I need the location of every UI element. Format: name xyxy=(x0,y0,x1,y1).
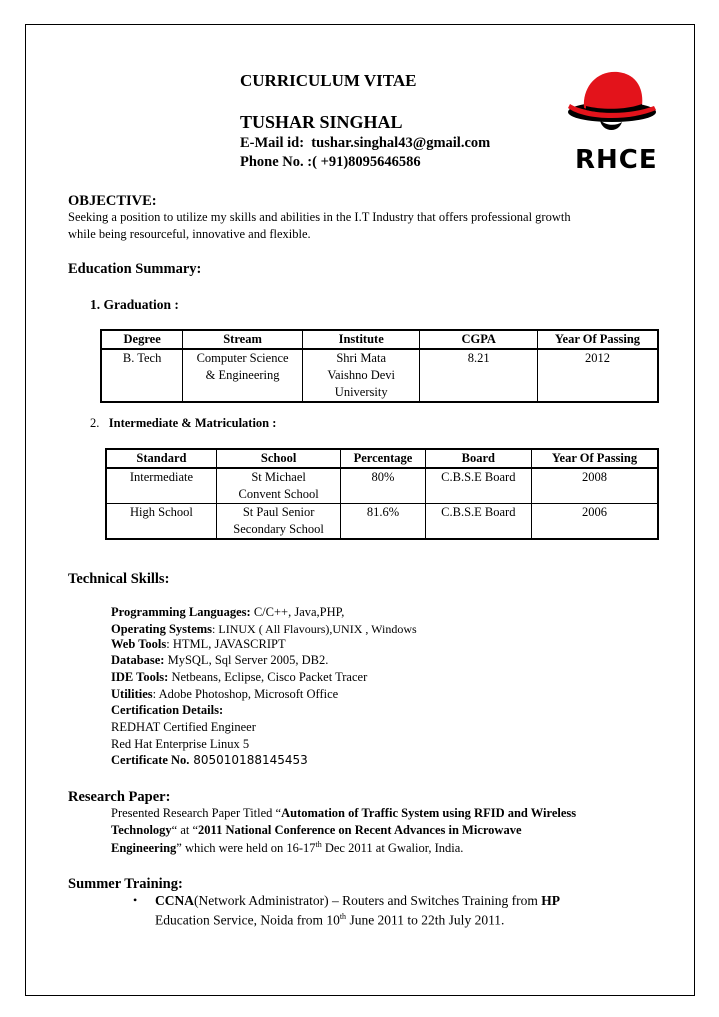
research-text: ” which were held on 16-17 xyxy=(176,841,316,856)
col-header: Year Of Passing xyxy=(532,449,659,468)
phone-label: Phone No. :( xyxy=(240,154,317,170)
cert-number-label: Certificate No. xyxy=(111,753,190,767)
email-line xyxy=(240,135,490,152)
graduation-header-row xyxy=(101,330,658,349)
rhce-logo-text: RHCE xyxy=(575,145,658,175)
col-header: CGPA xyxy=(420,330,537,349)
board-cell: C.B.S.E Board xyxy=(425,504,531,540)
objective-line-1: Seeking a position to utilize my skills and abilities in the I.T Industry that offers professional growth xyxy=(68,210,571,224)
intermediate-label xyxy=(90,416,276,431)
skill-value: : LINUX ( All Flavours),UNIX , Windows xyxy=(212,622,417,636)
skill-label: IDE Tools: xyxy=(111,670,169,684)
table-row xyxy=(101,349,658,402)
percentage-cell: 81.6% xyxy=(341,504,425,540)
col-header: School xyxy=(216,449,340,468)
research-text: Dec 2011 at Gwalior, India. xyxy=(321,841,464,856)
research-text: Presented Research Paper Titled “ xyxy=(111,806,282,820)
institute-line: Shri Mata xyxy=(336,351,387,365)
skill-value: : Adobe Photoshop, Microsoft Office xyxy=(152,687,339,701)
training-provider: HP xyxy=(541,893,560,908)
graduation-table xyxy=(100,329,659,403)
intermediate-title: Intermediate & Matriculation : xyxy=(108,416,277,430)
intermediate-header-row xyxy=(106,449,658,468)
conference-name: Engineering xyxy=(111,841,177,856)
table-row xyxy=(106,504,658,540)
ordinal-suffix: th xyxy=(315,840,322,849)
education-heading: Education Summary: xyxy=(68,261,202,277)
institute-line: Vaishno Devi xyxy=(327,368,396,382)
skill-value: MySQL, Sql Server 2005, DB2. xyxy=(164,653,329,667)
cert-number-value: 805010188145453 xyxy=(189,753,308,767)
standard-cell: High School xyxy=(106,504,216,540)
stream-line: Computer Science xyxy=(196,351,289,365)
skill-label: Web Tools xyxy=(111,637,167,651)
research-line-3 xyxy=(111,840,463,856)
school-line: St Paul Senior xyxy=(242,505,315,519)
institute-line: University xyxy=(334,385,388,399)
research-heading: Research Paper: xyxy=(68,789,171,805)
year-cell: 2006 xyxy=(532,504,659,540)
graduation-label: 1. Graduation : xyxy=(90,297,179,312)
research-paper-title: Automation of Traffic System using RFID and Wireless xyxy=(281,806,577,820)
cert-heading: Certification Details: xyxy=(111,703,224,717)
cert-line-2: Red Hat Enterprise Linux 5 xyxy=(111,737,250,751)
year-cell: 2008 xyxy=(532,468,659,504)
standard-cell: Intermediate xyxy=(106,468,216,504)
skill-label: Programming Languages: xyxy=(111,605,251,619)
stream-cell xyxy=(183,349,303,402)
training-line-1 xyxy=(155,893,560,909)
col-header: Institute xyxy=(302,330,420,349)
skill-value: Netbeans, Eclipse, Cisco Packet Tracer xyxy=(168,670,368,684)
school-cell xyxy=(216,468,340,504)
intermediate-table xyxy=(105,448,659,540)
bullet-icon: • xyxy=(133,893,138,907)
phone-line xyxy=(240,154,421,171)
school-line: Secondary School xyxy=(233,522,324,536)
stream-line: & Engineering xyxy=(205,368,280,382)
training-course: CCNA xyxy=(155,893,194,908)
col-header: Percentage xyxy=(341,449,425,468)
degree-cell: B. Tech xyxy=(101,349,183,402)
research-paper-title: Technology xyxy=(111,823,172,837)
col-header: Board xyxy=(425,449,531,468)
skill-label: Database: xyxy=(111,653,165,667)
cert-line-1: REDHAT Certified Engineer xyxy=(111,720,256,734)
research-line-2 xyxy=(111,823,522,838)
research-line-1 xyxy=(111,806,576,821)
cert-number-line xyxy=(111,753,308,768)
institute-cell xyxy=(302,349,420,402)
email-value: tushar.singhal43@gmail.com xyxy=(311,135,491,151)
cgpa-cell: 8.21 xyxy=(420,349,537,402)
skill-label: Operating Systems xyxy=(111,622,213,636)
training-text: (Network Administrator) – Routers and Switches Training from xyxy=(194,893,542,908)
percentage-cell: 80% xyxy=(341,468,425,504)
conference-name: 2011 National Conference on Recent Advances in Microwave xyxy=(198,823,522,837)
document-title: CURRICULUM VITAE xyxy=(240,71,417,90)
board-cell: C.B.S.E Board xyxy=(425,468,531,504)
skill-database xyxy=(111,653,328,668)
candidate-name: TUSHAR SINGHAL xyxy=(240,112,403,132)
skill-utilities xyxy=(111,687,338,702)
skill-label: Utilities xyxy=(111,687,153,701)
intermediate-number: 2. xyxy=(90,416,100,430)
skill-value: C/C++, Java,PHP, xyxy=(250,605,345,619)
training-line-2 xyxy=(155,912,504,929)
skill-programming xyxy=(111,605,344,620)
training-text: Education Service, Noida from 10 xyxy=(155,912,340,928)
ordinal-suffix: th xyxy=(339,912,347,921)
skill-value: : HTML, JAVASCRIPT xyxy=(166,637,286,651)
email-label: E-Mail id: xyxy=(240,135,305,151)
phone-value: +91)8095646586 xyxy=(320,154,421,170)
year-cell: 2012 xyxy=(537,349,658,402)
skill-web xyxy=(111,637,286,652)
objective-line-2: while being resourceful, innovative and flexible. xyxy=(68,227,311,241)
research-text: “ at “ xyxy=(171,823,199,837)
objective-heading: OBJECTIVE: xyxy=(68,193,157,209)
training-text: June 2011 to 22th July 2011. xyxy=(346,912,505,928)
table-row xyxy=(106,468,658,504)
school-line: St Michael xyxy=(251,470,306,484)
skills-heading: Technical Skills: xyxy=(68,571,170,587)
skill-os xyxy=(111,622,417,637)
col-header: Stream xyxy=(183,330,303,349)
skill-ide xyxy=(111,670,367,685)
training-heading: Summer Training: xyxy=(68,876,183,892)
col-header: Standard xyxy=(106,449,216,468)
col-header: Degree xyxy=(101,330,183,349)
school-cell xyxy=(216,504,340,540)
col-header: Year Of Passing xyxy=(537,330,658,349)
school-line: Convent School xyxy=(238,487,319,501)
